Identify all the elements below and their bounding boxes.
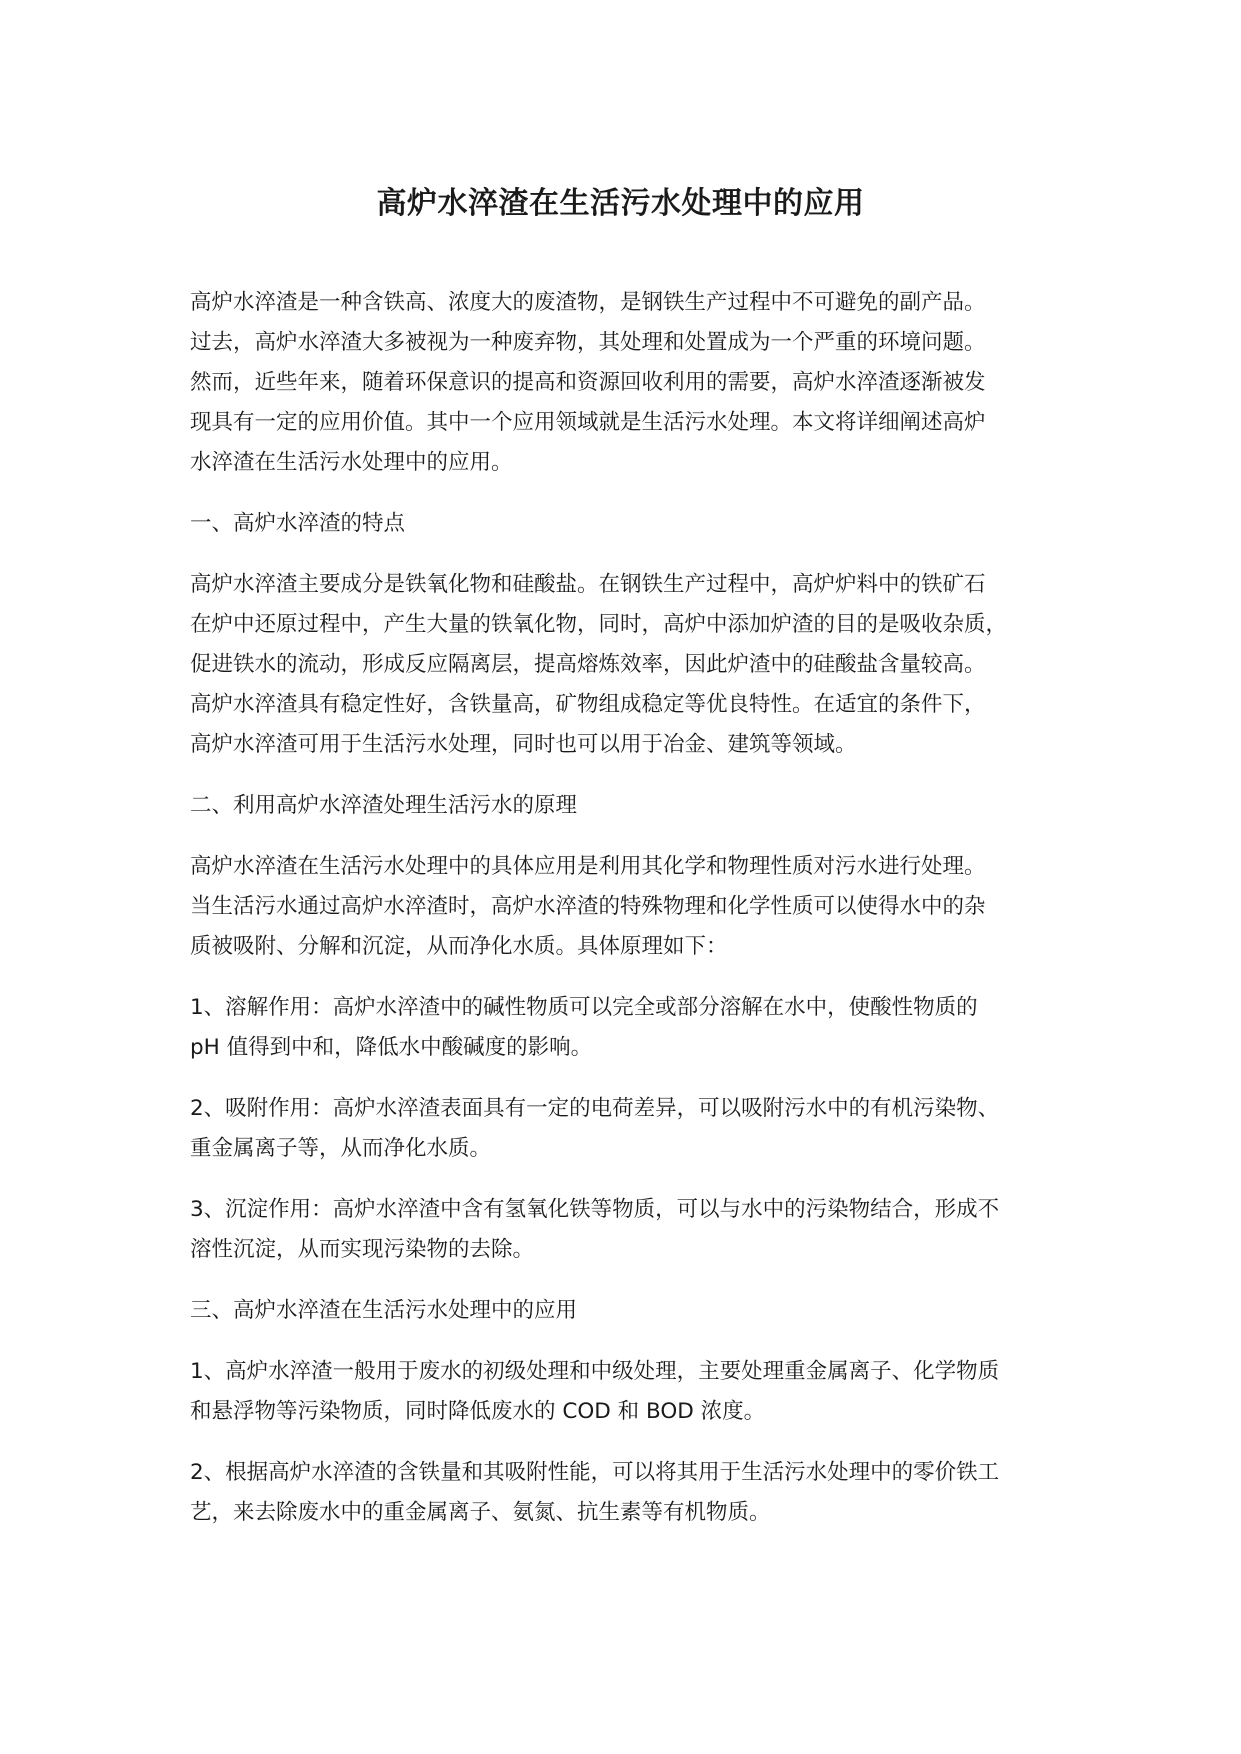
text-line: 2、根据高炉水淬渣的含铁量和其吸附性能，可以将其用于生活污水处理中的零价铁工 xyxy=(190,1460,1000,1485)
text-line: 溶性沉淀，从而实现污染物的去除。 xyxy=(190,1237,535,1262)
text-line: 高炉水淬渣在生活污水处理中的具体应用是利用其化学和物理性质对污水进行处理。 xyxy=(190,854,986,879)
principle-item-1 xyxy=(190,988,1060,1068)
text-line: 重金属离子等，从而净化水质。 xyxy=(190,1136,492,1161)
text-line: 当生活污水通过高炉水淬渣时，高炉水淬渣的特殊物理和化学性质可以使得水中的杂 xyxy=(190,894,986,919)
application-item-1 xyxy=(190,1352,1060,1432)
section-heading: 一、高炉水淬渣的特点 xyxy=(190,511,406,536)
intro-paragraph xyxy=(190,283,1060,483)
text-line: 然而，近些年来，随着环保意识的提高和资源回收利用的需要，高炉水淬渣逐渐被发 xyxy=(190,370,986,395)
section-heading: 二、利用高炉水淬渣处理生活污水的原理 xyxy=(190,793,578,818)
text-line: 1、溶解作用：高炉水淬渣中的碱性物质可以完全或部分溶解在水中，使酸性物质的 xyxy=(190,995,978,1020)
text-line: 过去，高炉水淬渣大多被视为一种废弃物，其处理和处置成为一个严重的环境问题。 xyxy=(190,330,986,355)
characteristics-paragraph xyxy=(190,565,1060,765)
document-title: 高炉水淬渣在生活污水处理中的应用 xyxy=(376,186,865,221)
principle-item-2 xyxy=(190,1089,1060,1169)
section-heading-2 xyxy=(190,786,1060,826)
text-line: 2、吸附作用：高炉水淬渣表面具有一定的电荷差异，可以吸附污水中的有机污染物、 xyxy=(190,1096,1000,1121)
principle-item-3 xyxy=(190,1190,1060,1270)
section-heading-1 xyxy=(190,504,1060,544)
text-line: 高炉水淬渣具有稳定性好，含铁量高，矿物组成稳定等优良特性。在适宜的条件下， xyxy=(190,692,986,717)
text-line: 艺，来去除废水中的重金属离子、氨氮、抗生素等有机物质。 xyxy=(190,1500,771,1525)
principle-paragraph xyxy=(190,847,1060,967)
text-line: 1、高炉水淬渣一般用于废水的初级处理和中级处理，主要处理重金属离子、化学物质 xyxy=(190,1359,1000,1384)
text-line: pH 值得到中和，降低水中酸碱度的影响。 xyxy=(190,1035,593,1060)
text-line: 水淬渣在生活污水处理中的应用。 xyxy=(190,450,513,475)
text-line: 高炉水淬渣可用于生活污水处理，同时也可以用于冶金、建筑等领域。 xyxy=(190,732,857,757)
text-line: 促进铁水的流动，形成反应隔离层，提高熔炼效率，因此炉渣中的硅酸盐含量较高。 xyxy=(190,652,986,677)
text-line: 现具有一定的应用价值。其中一个应用领域就是生活污水处理。本文将详细阐述高炉 xyxy=(190,410,986,435)
text-line: 在炉中还原过程中，产生大量的铁氧化物，同时，高炉中添加炉渣的目的是吸收杂质， xyxy=(190,612,1008,637)
text-line: 高炉水淬渣主要成分是铁氧化物和硅酸盐。在钢铁生产过程中，高炉炉料中的铁矿石 xyxy=(190,572,986,597)
section-heading: 三、高炉水淬渣在生活污水处理中的应用 xyxy=(190,1298,578,1323)
text-line: 和悬浮物等污染物质，同时降低废水的 COD 和 BOD 浓度。 xyxy=(190,1399,766,1424)
text-line: 质被吸附、分解和沉淀，从而净化水质。具体原理如下： xyxy=(190,934,728,959)
application-item-2 xyxy=(190,1453,1060,1533)
text-line: 高炉水淬渣是一种含铁高、浓度大的废渣物，是钢铁生产过程中不可避免的副产品。 xyxy=(190,290,986,315)
document-body xyxy=(190,283,1060,1533)
text-line: 3、沉淀作用：高炉水淬渣中含有氢氧化铁等物质，可以与水中的污染物结合，形成不 xyxy=(190,1197,1000,1222)
section-heading-3 xyxy=(190,1291,1060,1331)
